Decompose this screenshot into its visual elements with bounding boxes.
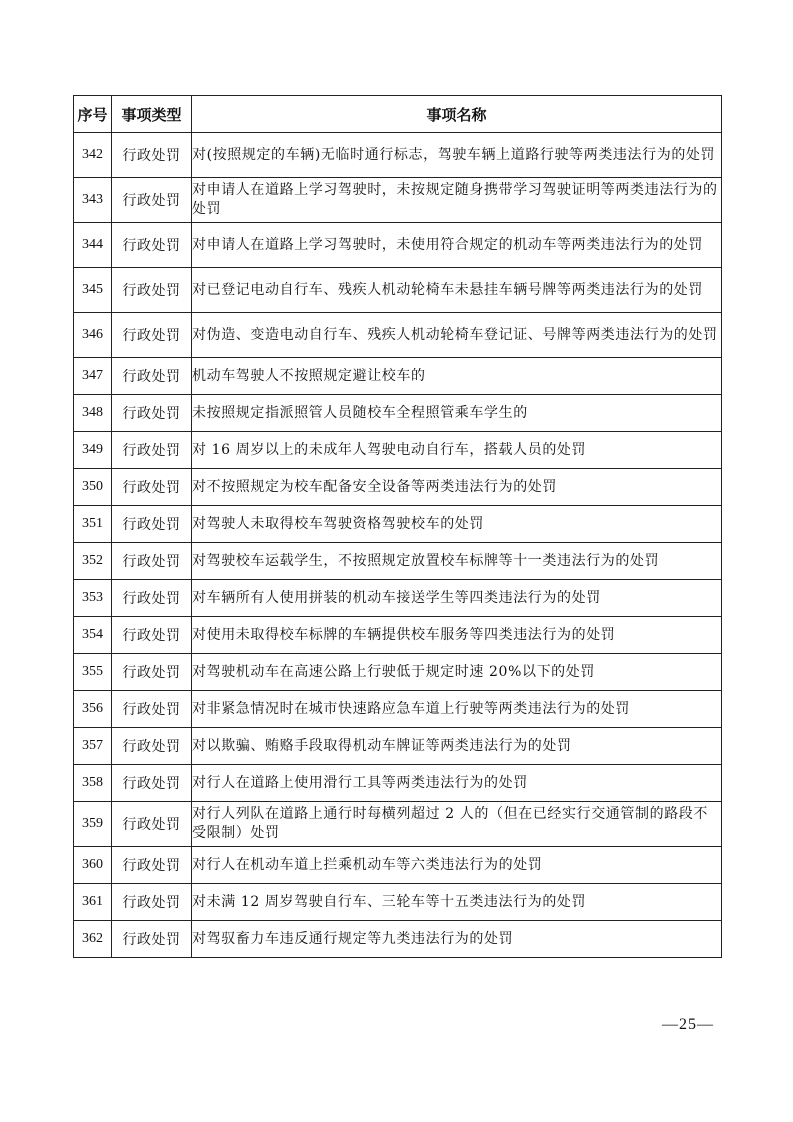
row-number: 359 <box>74 802 112 847</box>
row-type: 行政处罚 <box>112 178 192 223</box>
row-type: 行政处罚 <box>112 268 192 313</box>
table-row <box>74 921 722 958</box>
row-name: 对行人列队在道路上通行时每横列超过 2 人的（但在已经实行交通管制的路段不受限制）处罚 <box>192 802 722 847</box>
row-type: 行政处罚 <box>112 432 192 469</box>
row-number: 343 <box>74 178 112 223</box>
row-type: 行政处罚 <box>112 133 192 178</box>
table-row <box>74 133 722 178</box>
table-row <box>74 884 722 921</box>
table-row <box>74 268 722 313</box>
row-name: 对申请人在道路上学习驾驶时，未按规定随身携带学习驾驶证明等两类违法行为的处罚 <box>192 178 722 223</box>
header-type: 事项类型 <box>112 96 192 133</box>
table-row <box>74 728 722 765</box>
table-header-row <box>74 96 722 133</box>
row-name: 对(按照规定的车辆)无临时通行标志，驾驶车辆上道路行驶等两类违法行为的处罚 <box>192 133 722 178</box>
row-type: 行政处罚 <box>112 617 192 654</box>
row-number: 346 <box>74 313 112 358</box>
row-number: 348 <box>74 395 112 432</box>
table-row <box>74 802 722 847</box>
table-row <box>74 654 722 691</box>
row-name: 对未满 12 周岁驾驶自行车、三轮车等十五类违法行为的处罚 <box>192 884 722 921</box>
row-type: 行政处罚 <box>112 506 192 543</box>
row-type: 行政处罚 <box>112 802 192 847</box>
row-number: 350 <box>74 469 112 506</box>
row-number: 345 <box>74 268 112 313</box>
row-number: 361 <box>74 884 112 921</box>
row-number: 353 <box>74 580 112 617</box>
row-name: 未按照规定指派照管人员随校车全程照管乘车学生的 <box>192 395 722 432</box>
table-row <box>74 580 722 617</box>
row-type: 行政处罚 <box>112 395 192 432</box>
row-number: 344 <box>74 223 112 268</box>
row-type: 行政处罚 <box>112 728 192 765</box>
table-row <box>74 432 722 469</box>
table-row <box>74 506 722 543</box>
row-type: 行政处罚 <box>112 313 192 358</box>
row-number: 355 <box>74 654 112 691</box>
items-table <box>73 95 722 958</box>
row-name: 对行人在道路上使用滑行工具等两类违法行为的处罚 <box>192 765 722 802</box>
table-row <box>74 223 722 268</box>
row-name: 对驾驶校车运载学生，不按照规定放置校车标牌等十一类违法行为的处罚 <box>192 543 722 580</box>
header-number: 序号 <box>74 96 112 133</box>
row-name: 对申请人在道路上学习驾驶时，未使用符合规定的机动车等两类违法行为的处罚 <box>192 223 722 268</box>
table-row <box>74 765 722 802</box>
header-name: 事项名称 <box>192 96 722 133</box>
row-name: 对非紧急情况时在城市快速路应急车道上行驶等两类违法行为的处罚 <box>192 691 722 728</box>
table-row <box>74 395 722 432</box>
row-number: 351 <box>74 506 112 543</box>
row-number: 358 <box>74 765 112 802</box>
row-name: 对行人在机动车道上拦乘机动车等六类违法行为的处罚 <box>192 847 722 884</box>
row-name: 对 16 周岁以上的未成年人驾驶电动自行车，搭载人员的处罚 <box>192 432 722 469</box>
table-row <box>74 543 722 580</box>
row-number: 354 <box>74 617 112 654</box>
row-name: 对已登记电动自行车、残疾人机动轮椅车未悬挂车辆号牌等两类违法行为的处罚 <box>192 268 722 313</box>
table-row <box>74 617 722 654</box>
row-number: 347 <box>74 358 112 395</box>
row-name: 对车辆所有人使用拼装的机动车接送学生等四类违法行为的处罚 <box>192 580 722 617</box>
row-name: 对驾驭畜力车违反通行规定等九类违法行为的处罚 <box>192 921 722 958</box>
row-type: 行政处罚 <box>112 543 192 580</box>
row-number: 352 <box>74 543 112 580</box>
row-name: 对伪造、变造电动自行车、残疾人机动轮椅车登记证、号牌等两类违法行为的处罚 <box>192 313 722 358</box>
table-row <box>74 313 722 358</box>
row-name: 对驾驶机动车在高速公路上行驶低于规定时速 20%以下的处罚 <box>192 654 722 691</box>
row-name: 对不按照规定为校车配备安全设备等两类违法行为的处罚 <box>192 469 722 506</box>
table-row <box>74 691 722 728</box>
table-row <box>74 469 722 506</box>
page-number: —25— <box>662 1016 714 1033</box>
row-name: 机动车驾驶人不按照规定避让校车的 <box>192 358 722 395</box>
row-type: 行政处罚 <box>112 884 192 921</box>
row-type: 行政处罚 <box>112 765 192 802</box>
row-number: 342 <box>74 133 112 178</box>
row-type: 行政处罚 <box>112 469 192 506</box>
row-type: 行政处罚 <box>112 921 192 958</box>
row-number: 349 <box>74 432 112 469</box>
table-row <box>74 358 722 395</box>
row-type: 行政处罚 <box>112 691 192 728</box>
row-type: 行政处罚 <box>112 580 192 617</box>
row-name: 对驾驶人未取得校车驾驶资格驾驶校车的处罚 <box>192 506 722 543</box>
row-number: 360 <box>74 847 112 884</box>
row-number: 362 <box>74 921 112 958</box>
row-type: 行政处罚 <box>112 654 192 691</box>
row-name: 对以欺骗、贿赂手段取得机动车牌证等两类违法行为的处罚 <box>192 728 722 765</box>
row-type: 行政处罚 <box>112 223 192 268</box>
table-row <box>74 178 722 223</box>
row-number: 357 <box>74 728 112 765</box>
row-type: 行政处罚 <box>112 847 192 884</box>
row-number: 356 <box>74 691 112 728</box>
row-name: 对使用未取得校车标牌的车辆提供校车服务等四类违法行为的处罚 <box>192 617 722 654</box>
table-row <box>74 847 722 884</box>
row-type: 行政处罚 <box>112 358 192 395</box>
